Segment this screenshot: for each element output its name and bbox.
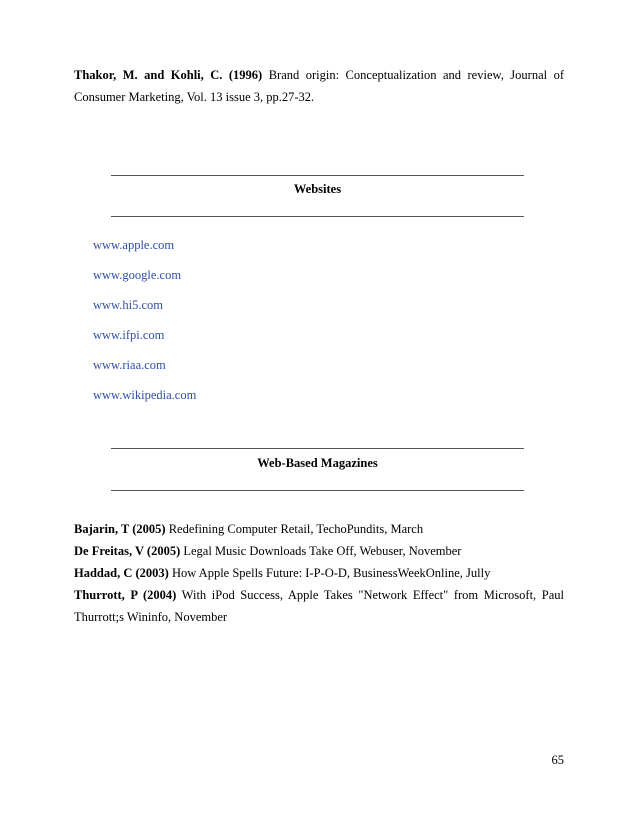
website-link-ifpi[interactable]: www.ifpi.com xyxy=(93,328,165,342)
magazine-entry xyxy=(74,518,564,540)
websites-top-rule xyxy=(111,175,524,176)
magazines-heading: Web-Based Magazines xyxy=(257,456,378,470)
magazine-authors: De Freitas, V (2005) xyxy=(74,544,181,558)
magazine-entry xyxy=(74,562,564,584)
magazines-list xyxy=(74,518,564,628)
website-link-hi5[interactable]: www.hi5.com xyxy=(93,298,164,312)
magazines-top-rule xyxy=(111,448,524,449)
magazine-authors: Thurrott, P (2004) xyxy=(74,588,177,602)
magazine-authors: Haddad, C (2003) xyxy=(74,566,169,580)
page-number: 65 xyxy=(551,753,564,767)
list-item xyxy=(93,236,196,266)
list-item xyxy=(93,266,196,296)
magazine-entry xyxy=(74,584,564,628)
website-link-wikipedia[interactable]: www.wikipedia.com xyxy=(93,388,197,402)
reference-thakor xyxy=(74,64,564,108)
magazines-bottom-rule xyxy=(111,490,524,491)
list-item xyxy=(93,326,196,356)
reference-authors: Thakor, M. and Kohli, C. (1996) xyxy=(74,68,263,82)
website-link-riaa[interactable]: www.riaa.com xyxy=(93,358,166,372)
websites-bottom-rule xyxy=(111,216,524,217)
list-item xyxy=(93,386,196,416)
reference-text: Brand origin: Conceptualization and review, Journal of Consumer Marketing, Vol. 13 issue 3, pp.27-32. xyxy=(74,68,565,104)
website-link-google[interactable]: www.google.com xyxy=(93,268,182,282)
magazine-text: Legal Music Downloads Take Off, Webuser, November xyxy=(180,544,462,558)
websites-list xyxy=(93,236,196,416)
magazine-text: How Apple Spells Future: I-P-O-D, BusinessWeekOnline, Jully xyxy=(168,566,491,580)
magazine-text: With iPod Success, Apple Takes "Network Effect" from Microsoft, Paul Thurrott;s Wininfo, November xyxy=(74,588,564,624)
magazine-authors: Bajarin, T (2005) xyxy=(74,522,166,536)
list-item xyxy=(93,296,196,326)
website-link-apple[interactable]: www.apple.com xyxy=(93,238,175,252)
magazine-text: Redefining Computer Retail, TechoPundits, March xyxy=(165,522,424,536)
websites-heading: Websites xyxy=(293,182,342,196)
magazine-entry xyxy=(74,540,564,562)
list-item xyxy=(93,356,196,386)
